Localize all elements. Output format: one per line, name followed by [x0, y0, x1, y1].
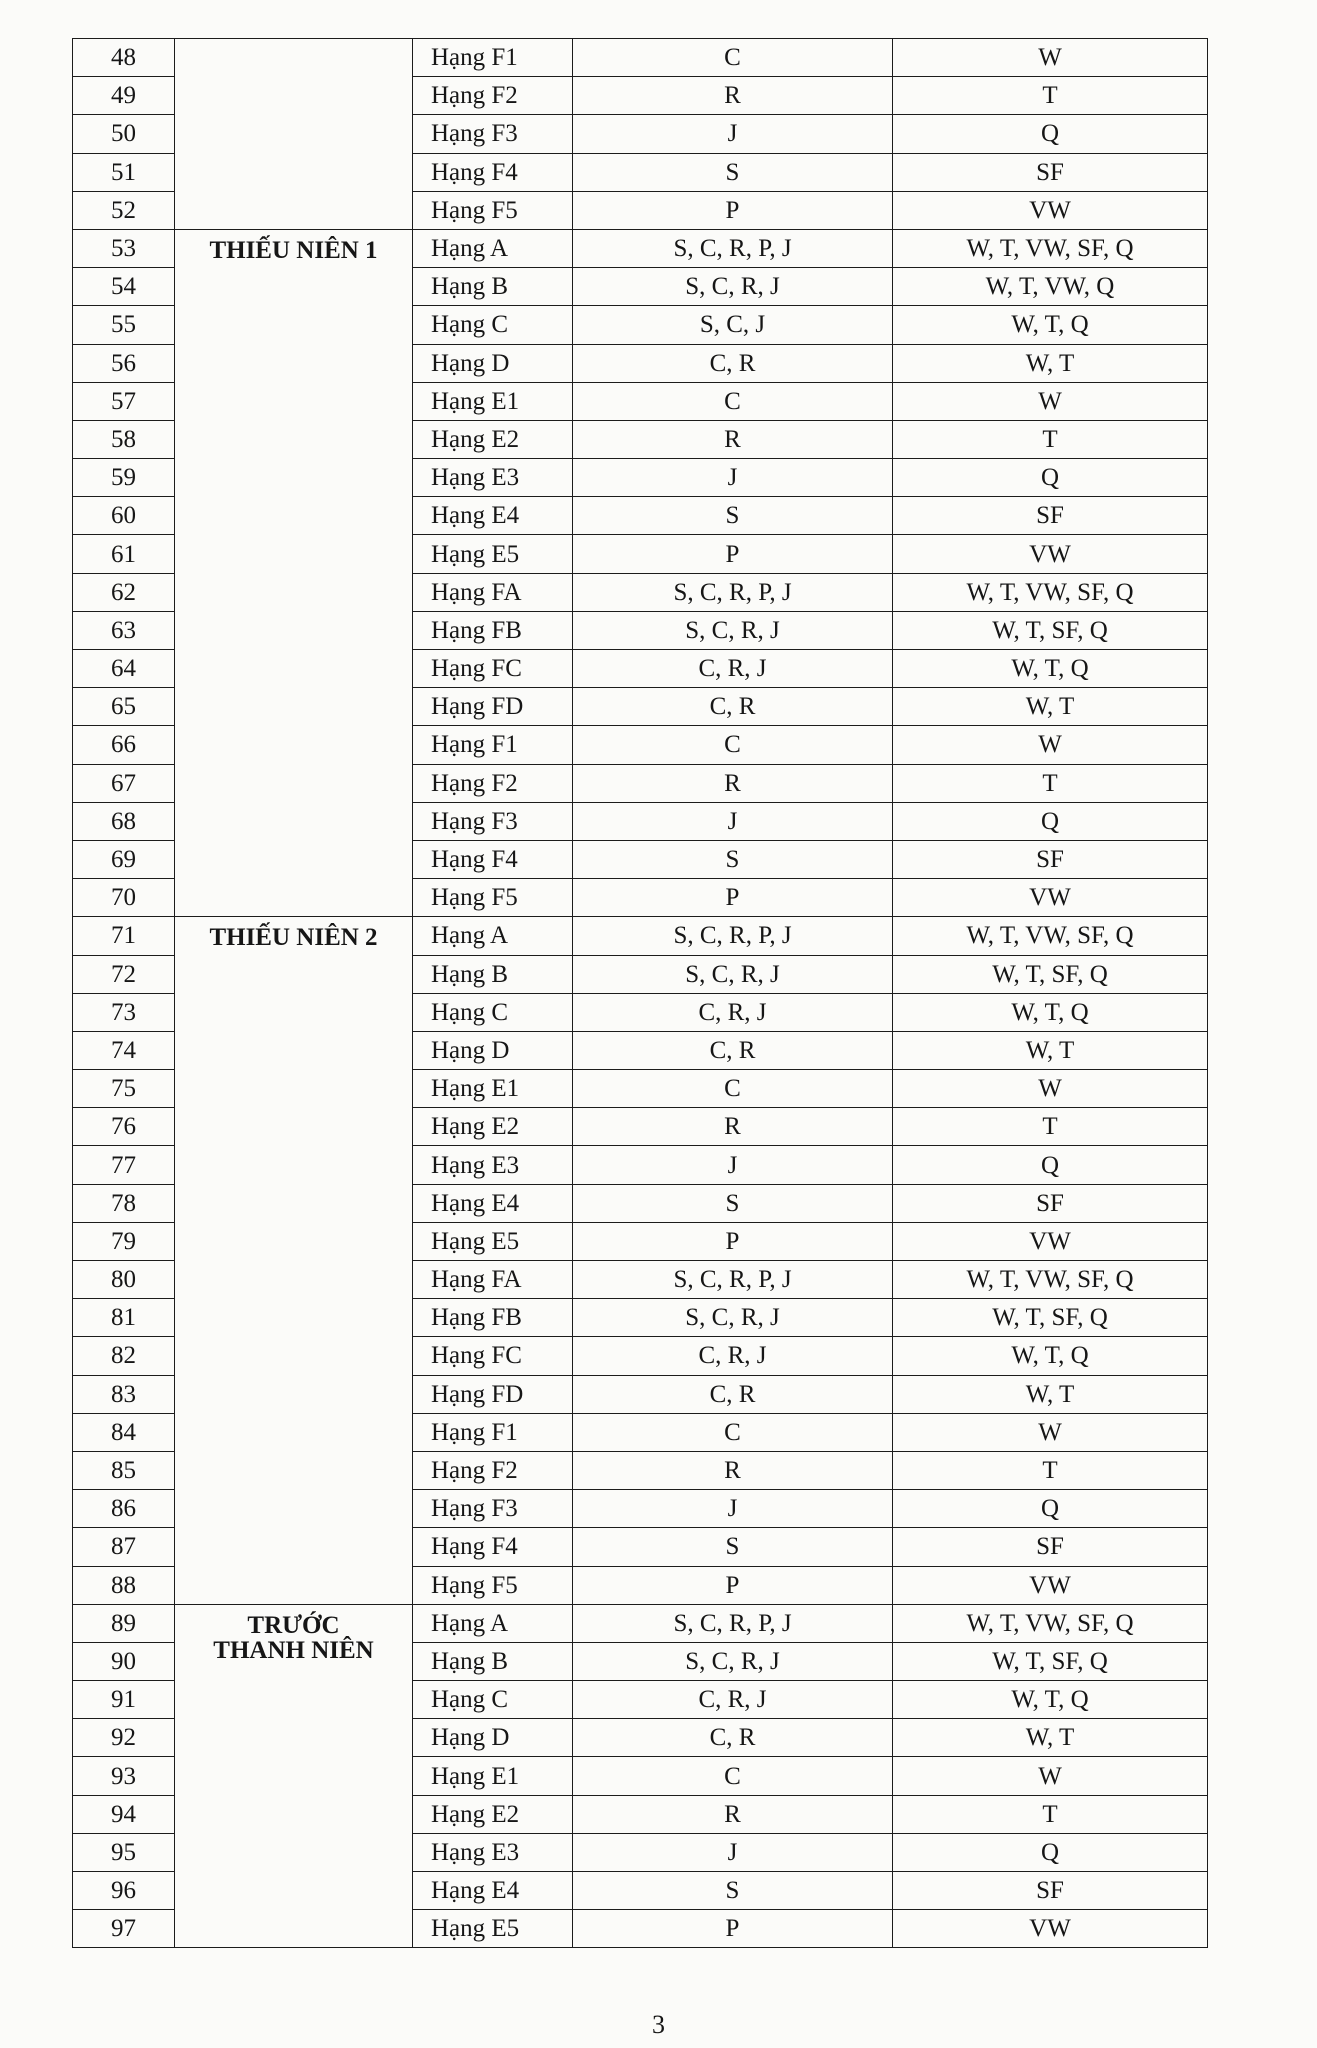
class-name: Hạng F1 — [413, 726, 573, 764]
dance-codes-first: R — [573, 420, 893, 458]
class-name: Hạng F4 — [413, 153, 573, 191]
class-name: Hạng F1 — [413, 39, 573, 77]
dance-codes-first: S, C, R, P, J — [573, 917, 893, 955]
row-number: 71 — [73, 917, 175, 955]
dance-codes-second: VW — [893, 191, 1208, 229]
dance-codes-first: S, C, R, P, J — [573, 573, 893, 611]
dance-codes-first: S — [573, 153, 893, 191]
dance-codes-first: R — [573, 1451, 893, 1489]
dance-codes-second: T — [893, 764, 1208, 802]
dance-codes-first: C — [573, 726, 893, 764]
class-name: Hạng F4 — [413, 840, 573, 878]
dance-codes-second: Q — [893, 802, 1208, 840]
dance-codes-second: W, T, VW, Q — [893, 268, 1208, 306]
dance-codes-second: W, T — [893, 1375, 1208, 1413]
age-group-name: TRƯỚC — [247, 1611, 340, 1639]
dance-codes-second: W, T, VW, SF, Q — [893, 573, 1208, 611]
age-group-cell — [175, 229, 413, 916]
age-group-name: THIẾU NIÊN 2 — [209, 924, 378, 952]
dance-codes-second: W, T, Q — [893, 1337, 1208, 1375]
row-number: 88 — [73, 1566, 175, 1604]
dance-codes-first: S, C, R, J — [573, 1642, 893, 1680]
row-number: 60 — [73, 497, 175, 535]
row-number: 49 — [73, 77, 175, 115]
dance-codes-second: W, T, SF, Q — [893, 1642, 1208, 1680]
class-name: Hạng E5 — [413, 535, 573, 573]
class-name: Hạng E1 — [413, 1757, 573, 1795]
row-number: 92 — [73, 1719, 175, 1757]
dance-codes-second: W, T — [893, 1031, 1208, 1069]
row-number: 89 — [73, 1604, 175, 1642]
class-name: Hạng E2 — [413, 420, 573, 458]
dance-codes-second: W, T — [893, 344, 1208, 382]
dance-codes-second: Q — [893, 1146, 1208, 1184]
dance-codes-first: S, C, R, J — [573, 1299, 893, 1337]
dance-codes-second: W — [893, 1070, 1208, 1108]
dance-codes-first: C — [573, 39, 893, 77]
dance-codes-first: C, R — [573, 688, 893, 726]
dance-codes-first: P — [573, 879, 893, 917]
class-name: Hạng E2 — [413, 1795, 573, 1833]
dance-codes-second: VW — [893, 1910, 1208, 1948]
dance-codes-first: R — [573, 1795, 893, 1833]
dance-codes-first: C, R — [573, 1375, 893, 1413]
dance-codes-second: SF — [893, 153, 1208, 191]
class-name: Hạng F3 — [413, 115, 573, 153]
dance-codes-second: SF — [893, 497, 1208, 535]
dance-codes-second: W — [893, 1413, 1208, 1451]
dance-codes-first: S, C, R, P, J — [573, 1261, 893, 1299]
dance-codes-second: SF — [893, 1872, 1208, 1910]
dance-codes-first: C, R, J — [573, 1681, 893, 1719]
dance-codes-second: VW — [893, 879, 1208, 917]
class-name: Hạng A — [413, 1604, 573, 1642]
dance-codes-second: W, T, VW, SF, Q — [893, 917, 1208, 955]
row-number: 94 — [73, 1795, 175, 1833]
class-name: Hạng FC — [413, 650, 573, 688]
dance-codes-first: C — [573, 1070, 893, 1108]
class-name: Hạng F2 — [413, 1451, 573, 1489]
row-number: 72 — [73, 955, 175, 993]
dance-codes-first: P — [573, 1910, 893, 1948]
row-number: 96 — [73, 1872, 175, 1910]
row-number: 78 — [73, 1184, 175, 1222]
class-name: Hạng E5 — [413, 1910, 573, 1948]
class-name: Hạng FC — [413, 1337, 573, 1375]
class-name: Hạng F4 — [413, 1528, 573, 1566]
row-number: 64 — [73, 650, 175, 688]
class-name: Hạng A — [413, 917, 573, 955]
row-number: 76 — [73, 1108, 175, 1146]
dance-codes-first: C, R, J — [573, 993, 893, 1031]
dance-codes-second: W — [893, 726, 1208, 764]
dance-codes-first: S — [573, 1528, 893, 1566]
class-name: Hạng FB — [413, 1299, 573, 1337]
dance-codes-first: C, R — [573, 344, 893, 382]
row-number: 80 — [73, 1261, 175, 1299]
class-name: Hạng B — [413, 1642, 573, 1680]
class-name: Hạng A — [413, 229, 573, 267]
table-row — [73, 39, 1208, 77]
row-number: 85 — [73, 1451, 175, 1489]
dance-codes-second: Q — [893, 1833, 1208, 1871]
dance-codes-first: J — [573, 115, 893, 153]
dance-codes-first: S, C, R, J — [573, 268, 893, 306]
dance-codes-second: W, T, Q — [893, 1681, 1208, 1719]
dance-codes-first: P — [573, 1566, 893, 1604]
dance-codes-second: W, T — [893, 688, 1208, 726]
dance-codes-first: R — [573, 764, 893, 802]
row-number: 65 — [73, 688, 175, 726]
class-name: Hạng B — [413, 955, 573, 993]
category-table — [72, 38, 1208, 1948]
row-number: 81 — [73, 1299, 175, 1337]
dance-codes-first: J — [573, 1490, 893, 1528]
row-number: 61 — [73, 535, 175, 573]
row-number: 70 — [73, 879, 175, 917]
dance-codes-first: C — [573, 382, 893, 420]
dance-codes-second: SF — [893, 1528, 1208, 1566]
dance-codes-second: VW — [893, 1222, 1208, 1260]
dance-codes-second: W, T, VW, SF, Q — [893, 1261, 1208, 1299]
class-name: Hạng E3 — [413, 1146, 573, 1184]
class-name: Hạng C — [413, 306, 573, 344]
class-name: Hạng C — [413, 1681, 573, 1719]
row-number: 97 — [73, 1910, 175, 1948]
dance-codes-second: VW — [893, 535, 1208, 573]
dance-codes-second: W, T, Q — [893, 650, 1208, 688]
class-name: Hạng E4 — [413, 497, 573, 535]
row-number: 93 — [73, 1757, 175, 1795]
row-number: 59 — [73, 459, 175, 497]
dance-codes-second: T — [893, 420, 1208, 458]
dance-codes-first: C, R, J — [573, 650, 893, 688]
dance-codes-second: SF — [893, 840, 1208, 878]
class-name: Hạng B — [413, 268, 573, 306]
class-name: Hạng D — [413, 1031, 573, 1069]
dance-codes-first: J — [573, 1146, 893, 1184]
row-number: 50 — [73, 115, 175, 153]
dance-codes-second: W, T, Q — [893, 993, 1208, 1031]
row-number: 73 — [73, 993, 175, 1031]
dance-codes-first: C, R, J — [573, 1337, 893, 1375]
row-number: 91 — [73, 1681, 175, 1719]
dance-codes-second: SF — [893, 1184, 1208, 1222]
dance-codes-first: S, C, R, P, J — [573, 229, 893, 267]
table-row — [73, 229, 1208, 267]
table-row — [73, 917, 1208, 955]
dance-codes-second: Q — [893, 1490, 1208, 1528]
row-number: 95 — [73, 1833, 175, 1871]
row-number: 67 — [73, 764, 175, 802]
dance-codes-second: W, T, Q — [893, 306, 1208, 344]
age-group-cell — [175, 917, 413, 1604]
row-number: 54 — [73, 268, 175, 306]
class-name: Hạng F5 — [413, 1566, 573, 1604]
dance-codes-first: S — [573, 840, 893, 878]
dance-codes-second: W — [893, 39, 1208, 77]
class-name: Hạng E5 — [413, 1222, 573, 1260]
class-name: Hạng FD — [413, 1375, 573, 1413]
class-name: Hạng C — [413, 993, 573, 1031]
class-name: Hạng E4 — [413, 1872, 573, 1910]
row-number: 83 — [73, 1375, 175, 1413]
class-name: Hạng FA — [413, 1261, 573, 1299]
dance-codes-second: W, T, VW, SF, Q — [893, 1604, 1208, 1642]
class-name: Hạng FD — [413, 688, 573, 726]
dance-codes-first: R — [573, 1108, 893, 1146]
class-name: Hạng F3 — [413, 802, 573, 840]
dance-codes-second: T — [893, 1795, 1208, 1833]
dance-codes-second: T — [893, 77, 1208, 115]
dance-codes-first: P — [573, 1222, 893, 1260]
row-number: 48 — [73, 39, 175, 77]
class-name: Hạng D — [413, 344, 573, 382]
row-number: 82 — [73, 1337, 175, 1375]
class-name: Hạng E3 — [413, 1833, 573, 1871]
class-name: Hạng D — [413, 1719, 573, 1757]
class-name: Hạng E3 — [413, 459, 573, 497]
row-number: 63 — [73, 611, 175, 649]
row-number: 79 — [73, 1222, 175, 1260]
dance-codes-second: VW — [893, 1566, 1208, 1604]
row-number: 62 — [73, 573, 175, 611]
dance-codes-first: S, C, J — [573, 306, 893, 344]
class-name: Hạng FA — [413, 573, 573, 611]
dance-codes-second: W, T, SF, Q — [893, 611, 1208, 649]
dance-codes-second: T — [893, 1451, 1208, 1489]
class-name: Hạng F2 — [413, 764, 573, 802]
age-group-cell — [175, 1604, 413, 1948]
dance-codes-first: J — [573, 802, 893, 840]
class-name: Hạng F5 — [413, 879, 573, 917]
row-number: 52 — [73, 191, 175, 229]
dance-codes-first: S, C, R, P, J — [573, 1604, 893, 1642]
dance-codes-first: C — [573, 1757, 893, 1795]
row-number: 55 — [73, 306, 175, 344]
dance-codes-first: C, R — [573, 1719, 893, 1757]
class-name: Hạng E1 — [413, 382, 573, 420]
row-number: 66 — [73, 726, 175, 764]
dance-codes-first: J — [573, 1833, 893, 1871]
row-number: 90 — [73, 1642, 175, 1680]
dance-codes-second: Q — [893, 459, 1208, 497]
row-number: 74 — [73, 1031, 175, 1069]
class-name: Hạng F3 — [413, 1490, 573, 1528]
dance-codes-first: S, C, R, J — [573, 611, 893, 649]
row-number: 53 — [73, 229, 175, 267]
dance-codes-first: S — [573, 1872, 893, 1910]
row-number: 57 — [73, 382, 175, 420]
row-number: 58 — [73, 420, 175, 458]
row-number: 86 — [73, 1490, 175, 1528]
dance-codes-second: W, T, SF, Q — [893, 1299, 1208, 1337]
class-name: Hạng E2 — [413, 1108, 573, 1146]
age-group-name: THIẾU NIÊN 1 — [209, 236, 378, 264]
row-number: 56 — [73, 344, 175, 382]
dance-codes-first: J — [573, 459, 893, 497]
dance-codes-first: P — [573, 191, 893, 229]
age-group-name: THANH NIÊN — [213, 1636, 374, 1664]
class-name: Hạng F1 — [413, 1413, 573, 1451]
dance-codes-first: C, R — [573, 1031, 893, 1069]
page-number: 3 — [652, 2010, 665, 2039]
dance-codes-first: S — [573, 497, 893, 535]
row-number: 51 — [73, 153, 175, 191]
age-group-cell — [175, 39, 413, 230]
dance-codes-first: S — [573, 1184, 893, 1222]
row-number: 68 — [73, 802, 175, 840]
dance-codes-second: T — [893, 1108, 1208, 1146]
class-name: Hạng F2 — [413, 77, 573, 115]
table-row — [73, 1604, 1208, 1642]
row-number: 84 — [73, 1413, 175, 1451]
class-name: Hạng E4 — [413, 1184, 573, 1222]
dance-codes-second: W, T, VW, SF, Q — [893, 229, 1208, 267]
row-number: 69 — [73, 840, 175, 878]
dance-codes-second: W, T, SF, Q — [893, 955, 1208, 993]
class-name: Hạng F5 — [413, 191, 573, 229]
dance-codes-second: Q — [893, 115, 1208, 153]
class-name: Hạng FB — [413, 611, 573, 649]
row-number: 75 — [73, 1070, 175, 1108]
table-body — [73, 39, 1208, 1948]
dance-codes-first: S, C, R, J — [573, 955, 893, 993]
dance-codes-second: W — [893, 382, 1208, 420]
row-number: 77 — [73, 1146, 175, 1184]
dance-codes-second: W — [893, 1757, 1208, 1795]
dance-codes-first: P — [573, 535, 893, 573]
row-number: 87 — [73, 1528, 175, 1566]
dance-codes-first: R — [573, 77, 893, 115]
dance-codes-second: W, T — [893, 1719, 1208, 1757]
dance-codes-first: C — [573, 1413, 893, 1451]
class-name: Hạng E1 — [413, 1070, 573, 1108]
